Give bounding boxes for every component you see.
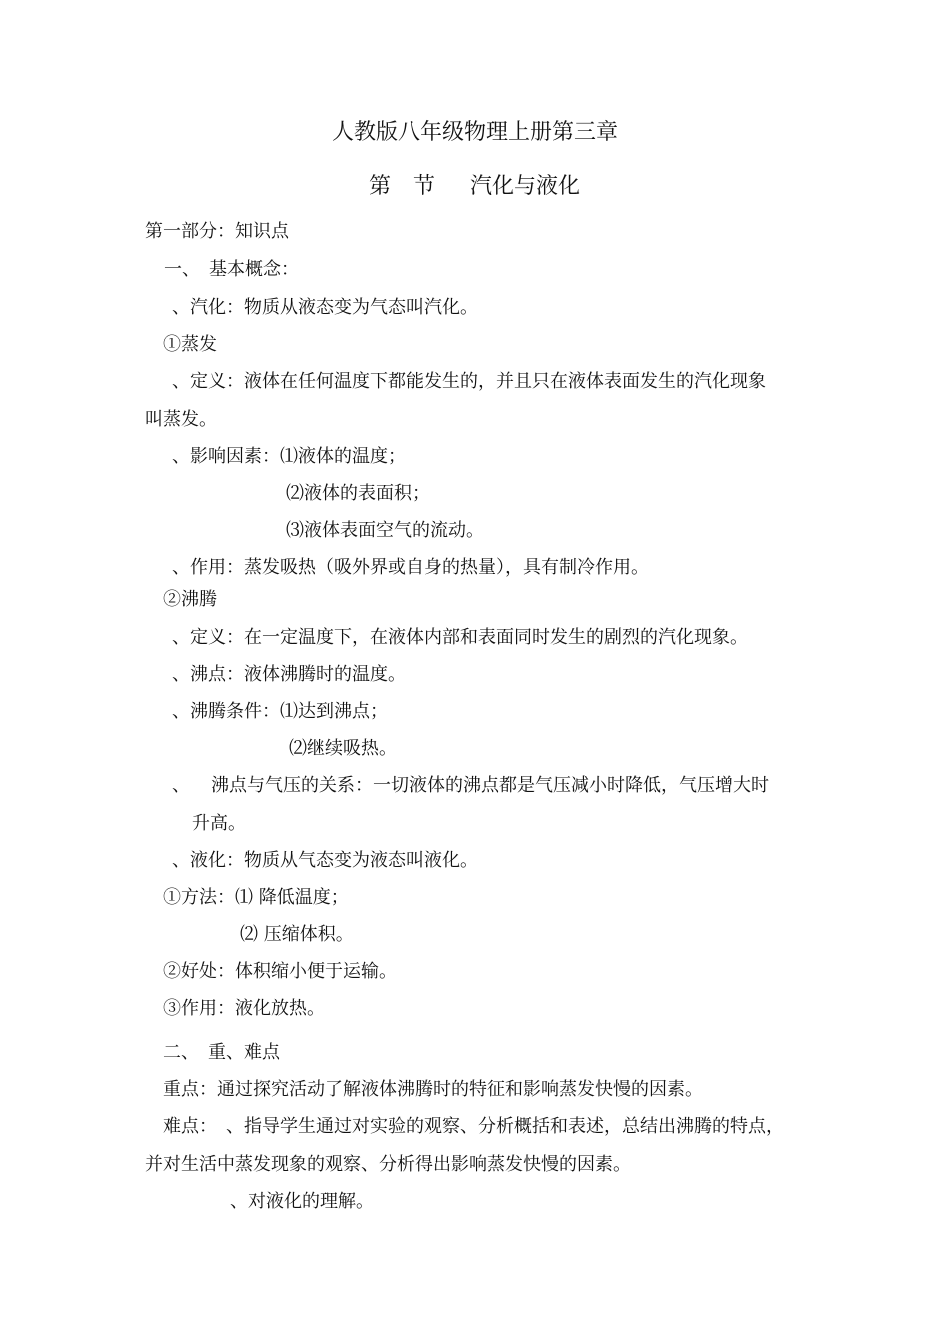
- difficulty-line-3: 、对液化的理解。: [230, 1191, 374, 1212]
- boiling-pressure-line-2: 升高。: [192, 813, 246, 834]
- part-one-heading: 第一部分：知识点: [145, 221, 289, 242]
- difficulty-line-1: 难点： 、指导学生通过对实验的观察、分析概括和表述，总结出沸腾的特点，: [163, 1116, 784, 1137]
- evaporation-definition-line-2: 叫蒸发。: [145, 409, 217, 430]
- evaporation-factor-1: 、影响因素：⑴液体的温度；: [172, 446, 406, 467]
- boiling-condition-2: ⑵继续吸热。: [289, 738, 397, 759]
- key-point: 重点：通过探究活动了解液体沸腾时的特征和影响蒸发快慢的因素。: [163, 1079, 703, 1100]
- evaporation-effect: 、作用：蒸发吸热（吸外界或自身的热量），具有制冷作用。: [172, 557, 649, 578]
- evaporation-factor-3: ⑶液体表面空气的流动。: [286, 520, 484, 541]
- key-points-heading: 二、 重、难点: [163, 1042, 280, 1063]
- difficulty-line-2: 并对生活中蒸发现象的观察、分析得出影响蒸发快慢的因素。: [145, 1154, 631, 1175]
- boiling-heading: ②沸腾: [163, 589, 217, 610]
- section-name: 汽化与液化: [470, 174, 581, 199]
- boiling-condition-1: 、沸腾条件：⑴达到沸点；: [172, 701, 388, 722]
- evaporation-heading: ①蒸发: [163, 334, 217, 355]
- boiling-point: 、沸点：液体沸腾时的温度。: [172, 664, 406, 685]
- evaporation-factor-2: ⑵液体的表面积；: [286, 483, 430, 504]
- liquefaction-effect: ③作用：液化放热。: [163, 998, 325, 1019]
- liquefaction-definition: 、液化：物质从气态变为液态叫液化。: [172, 850, 478, 871]
- basic-concepts-heading: 一、 基本概念：: [164, 259, 299, 280]
- boiling-definition: 、定义：在一定温度下，在液体内部和表面同时发生的剧烈的汽化现象。: [172, 627, 748, 648]
- liquefaction-method-1: ①方法：⑴ 降低温度；: [163, 887, 349, 908]
- evaporation-definition-line-1: 、定义：液体在任何温度下都能发生的，并且只在液体表面发生的汽化现象: [172, 371, 766, 392]
- vaporization-definition: 、汽化：物质从液态变为气态叫汽化。: [172, 297, 478, 318]
- boiling-pressure-line-1: 沸点与气压的关系：一切液体的沸点都是气压减小时降低，气压增大时: [211, 775, 769, 796]
- document-title: 人教版八年级物理上册第三章: [331, 120, 618, 145]
- liquefaction-benefit: ②好处：体积缩小便于运输。: [163, 961, 397, 982]
- liquefaction-method-2: ⑵ 压缩体积。: [240, 924, 354, 945]
- section-label: 第 节: [369, 174, 436, 199]
- boiling-pressure-marker: 、: [172, 775, 190, 796]
